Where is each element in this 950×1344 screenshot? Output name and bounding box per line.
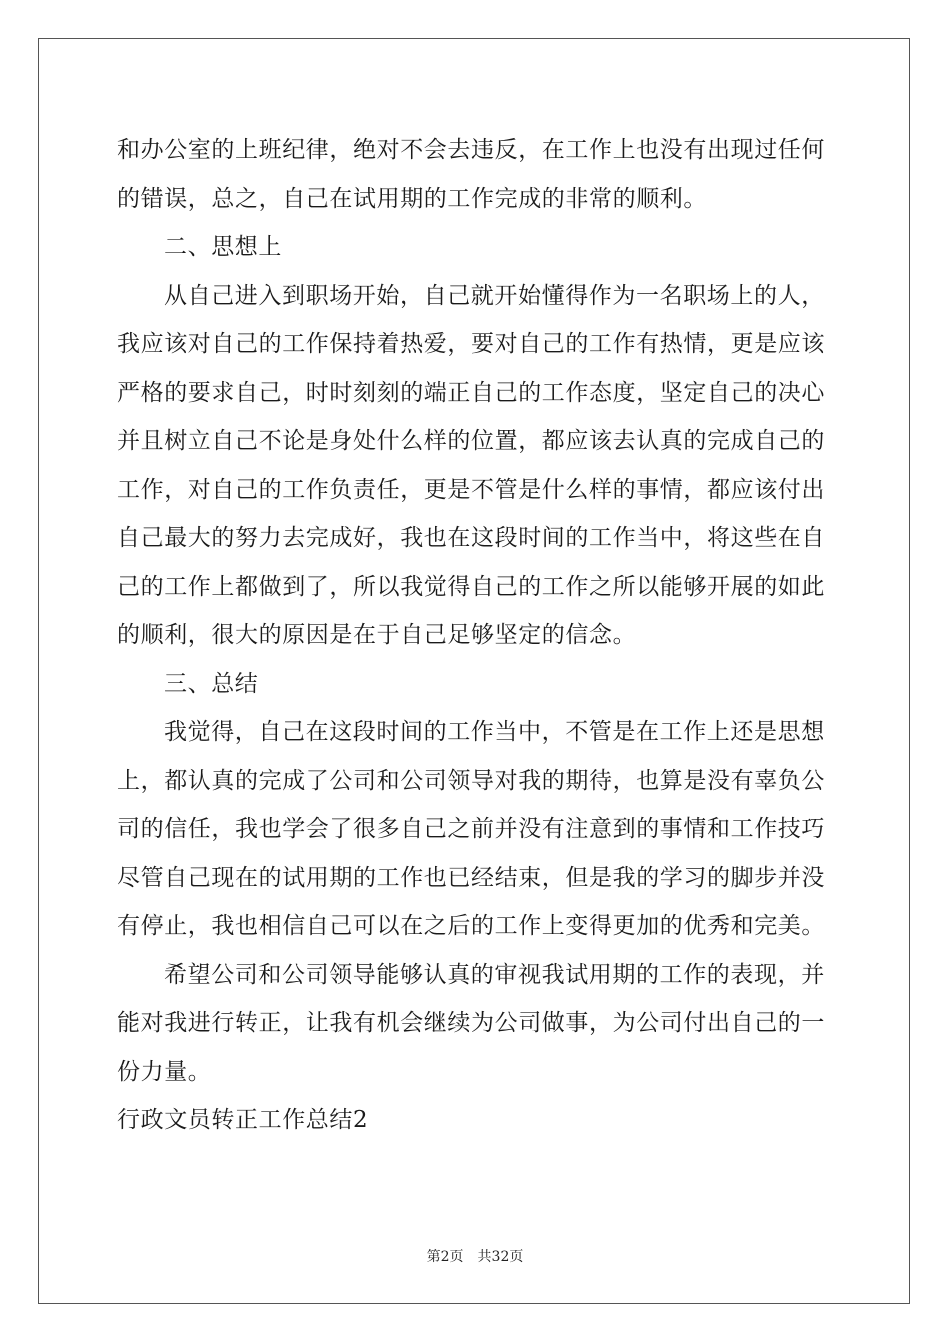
text-line: 行政文员转正工作总结2	[117, 1107, 369, 1133]
text-line: 和办公室的上班纪律，绝对不会去违反，在工作上也没有出现过任何	[117, 137, 825, 163]
text-line: 希望公司和公司领导能够认真的审视我试用期的工作的表现，并	[164, 961, 825, 988]
text-line: 有停止，我也相信自己可以在之后的工作上变得更加的优秀和完美。	[117, 913, 825, 939]
document-body	[117, 126, 837, 1145]
page-total: 共32页	[477, 1249, 524, 1265]
text-line: 己的工作上都做到了，所以我觉得自己的工作之所以能够开展的如此	[117, 573, 825, 600]
text-line: 司的信任，我也学会了很多自己之前并没有注意到的事情和工作技巧	[117, 816, 825, 842]
text-line: 份力量。	[117, 1058, 212, 1085]
text-line: 二、思想上	[164, 234, 282, 260]
page-footer	[0, 1246, 950, 1266]
text-line: 能对我进行转正，让我有机会继续为公司做事，为公司付出自己的一	[117, 1010, 825, 1036]
text-line: 我觉得，自己在这段时间的工作当中，不管是在工作上还是思想	[164, 719, 825, 745]
text-line: 自己最大的努力去完成好，我也在这段时间的工作当中，将这些在自	[117, 525, 825, 551]
text-line: 三、总结	[164, 670, 259, 697]
text-line: 上，都认真的完成了公司和公司领导对我的期待，也算是没有辜负公	[117, 767, 825, 794]
text-line: 尽管自己现在的试用期的工作也已经结束，但是我的学习的脚步并没	[117, 864, 825, 891]
text-line: 我应该对自己的工作保持着热爱，要对自己的工作有热情，更是应该	[117, 331, 825, 357]
text-line: 从自己进入到职场开始，自己就开始懂得作为一名职场上的人，	[164, 282, 825, 309]
text-line: 的顺利，很大的原因是在于自己足够坚定的信念。	[117, 622, 637, 648]
page-number: 第2页	[426, 1249, 464, 1265]
text-line: 严格的要求自己，时时刻刻的端正自己的工作态度，坚定自己的决心	[117, 379, 825, 406]
text-line: 的错误，总之，自己在试用期的工作完成的非常的顺利。	[117, 185, 707, 212]
text-line: 并且树立自己不论是身处什么样的位置，都应该去认真的完成自己的	[117, 428, 825, 454]
text-line: 工作，对自己的工作负责任，更是不管是什么样的事情，都应该付出	[117, 476, 825, 503]
